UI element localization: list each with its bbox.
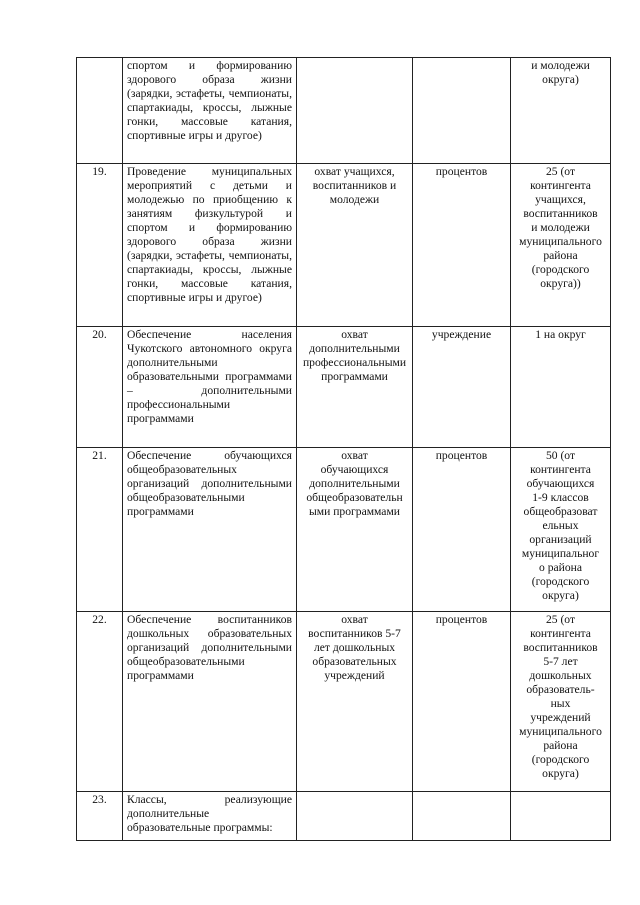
table-row	[77, 448, 611, 612]
value-text: 25 (от контингента учащихся, воспитанников и молодежи муниципального района (городского округа))	[519, 165, 602, 290]
indicator-text: охват обучающихся дополнительными общеобразовательн ыми программами	[306, 449, 403, 518]
table-row	[77, 58, 611, 164]
value-cell	[511, 164, 611, 327]
measure-name: Обеспечение населения Чукотского автономного округа дополнительными образовательными программами – дополнительными профессиональными программами	[123, 327, 297, 448]
measure-name: Проведение муниципальных мероприятий с детьми и молодежью по приобщению к занятиям физкультурой и спортом и формированию здорового образа жизни (зарядки, эстафеты, чемпионаты, спартакиады, кроссы, лыжные гонки, массовые катания, спортивные игры и другое)	[123, 164, 297, 327]
row-number	[77, 58, 123, 164]
value-cell	[511, 58, 611, 164]
measure-name: Классы, реализующие дополнительные образовательные программы:	[123, 792, 297, 841]
row-number: 19.	[77, 164, 123, 327]
indicator-cell	[297, 164, 413, 327]
value-text: и молодежи округа)	[531, 59, 590, 86]
row-number: 22.	[77, 612, 123, 792]
indicator-text: охват дополнительными профессиональными программами	[302, 328, 407, 383]
value-text: 1 на округ	[535, 328, 586, 341]
value-cell	[511, 612, 611, 792]
indicator-cell	[297, 792, 413, 841]
value-cell	[511, 448, 611, 612]
measure-name: Обеспечение обучающихся общеобразовательных организаций дополнительными общеобразовательными программами	[123, 448, 297, 612]
unit-cell	[413, 58, 511, 164]
unit-cell: учреждение	[413, 327, 511, 448]
measure-name: спортом и формированию здорового образа жизни (зарядки, эстафеты, чемпионаты, спартакиады, кроссы, лыжные гонки, массовые катания, спортивные игры и другое)	[123, 58, 297, 164]
indicator-text: охват учащихся, воспитанников и молодежи	[312, 165, 397, 206]
measure-name: Обеспечение воспитанников дошкольных образовательных организаций дополнительными общеобразовательными программами	[123, 612, 297, 792]
table-row	[77, 612, 611, 792]
unit-cell	[413, 792, 511, 841]
value-cell	[511, 792, 611, 841]
indicator-cell	[297, 448, 413, 612]
indicator-cell	[297, 327, 413, 448]
indicator-text: охват воспитанников 5-7 лет дошкольных образовательных учреждений	[308, 613, 401, 682]
row-number: 21.	[77, 448, 123, 612]
row-number: 20.	[77, 327, 123, 448]
value-text: 50 (от контингента обучающихся 1-9 классов общеобразоват ельных организаций муниципальног о района (городского округа)	[521, 449, 600, 602]
value-cell	[511, 327, 611, 448]
indicator-cell	[297, 612, 413, 792]
unit-cell: процентов	[413, 612, 511, 792]
table-row	[77, 164, 611, 327]
indicator-cell	[297, 58, 413, 164]
unit-cell: процентов	[413, 448, 511, 612]
value-text: 25 (от контингента воспитанников 5-7 лет дошкольных образователь- ных учреждений муниципального района (городского округа)	[519, 613, 602, 780]
indicators-table	[76, 57, 611, 841]
row-number: 23.	[77, 792, 123, 841]
table-row	[77, 792, 611, 841]
unit-cell: процентов	[413, 164, 511, 327]
table-row	[77, 327, 611, 448]
